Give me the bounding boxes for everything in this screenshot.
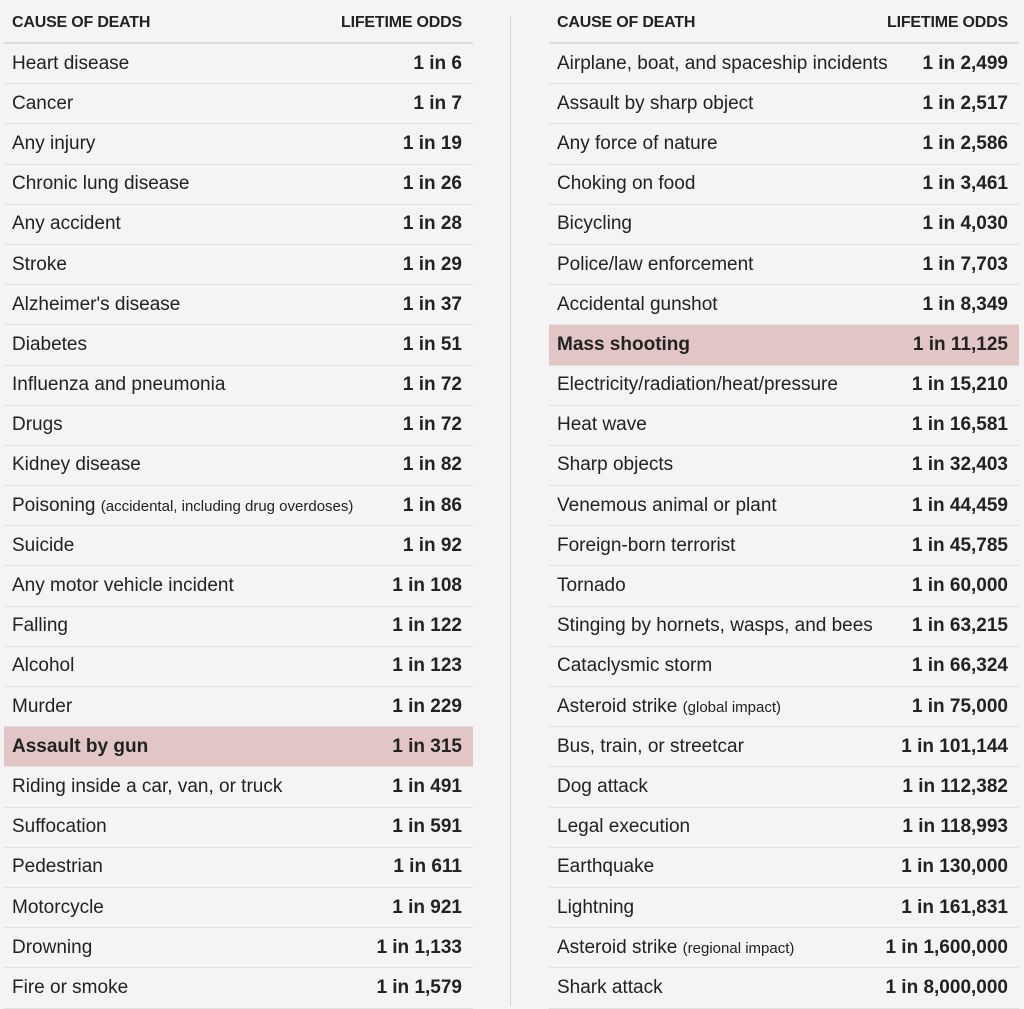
table-row (4, 165, 473, 205)
cause-cell (12, 414, 63, 436)
table-row (549, 848, 1019, 888)
table-row (549, 124, 1019, 164)
left-odds-table (4, 4, 473, 1009)
odds-cell: 1 in 82 (402, 454, 462, 476)
cause-cell (12, 213, 121, 235)
table-row (4, 486, 473, 526)
cause-label: Falling (12, 615, 68, 637)
cause-label: Any accident (12, 213, 121, 235)
table-row (4, 84, 473, 124)
odds-cell: 1 in 161,831 (901, 896, 1008, 918)
highlighted-table-row (4, 727, 473, 767)
odds-cell: 1 in 4,030 (922, 213, 1008, 235)
table-row (4, 767, 473, 807)
cause-cell (557, 615, 873, 637)
table-row (549, 767, 1019, 807)
table-row (549, 245, 1019, 285)
table-row (4, 245, 473, 285)
table-row (549, 888, 1019, 928)
table-row (4, 406, 473, 446)
odds-cell: 1 in 7,703 (922, 253, 1008, 275)
cause-label: Fire or smoke (12, 976, 129, 998)
cause-cell (12, 977, 128, 999)
cause-cell (12, 575, 234, 597)
odds-cell: 1 in 29 (402, 253, 462, 275)
cause-label: Sharp objects (557, 454, 674, 476)
cause-label: Pedestrian (12, 856, 103, 878)
cause-cell (12, 655, 74, 677)
cause-label: Electricity/radiation/heat/pressure (557, 374, 838, 396)
odds-cell: 1 in 591 (392, 816, 462, 838)
table-row (549, 446, 1019, 486)
table-row (549, 526, 1019, 566)
cause-cell (557, 173, 695, 195)
cause-note: (regional impact) (682, 939, 795, 957)
cause-label: Airplane, boat, and spaceship incidents (557, 52, 888, 74)
table-row (4, 928, 473, 968)
cause-label: Motorcycle (12, 896, 104, 918)
cause-cell (557, 655, 712, 677)
cause-cell (557, 937, 794, 959)
cause-cell (12, 495, 353, 517)
cause-cell (557, 213, 632, 235)
cause-label: Kidney disease (12, 454, 141, 476)
cause-label: Police/law enforcement (557, 253, 754, 275)
cause-label: Cancer (12, 92, 74, 114)
cause-cell (12, 173, 189, 195)
odds-column-header: LIFETIME ODDS (887, 14, 1008, 31)
table-row (4, 325, 473, 365)
table-row (4, 446, 473, 486)
highlighted-table-row (549, 325, 1019, 365)
cause-label: Diabetes (12, 333, 87, 355)
cause-label: Dog attack (557, 775, 648, 797)
cause-label: Any motor vehicle incident (12, 575, 234, 597)
cause-cell (12, 776, 282, 798)
odds-cell: 1 in 108 (392, 575, 462, 597)
cause-cell (12, 856, 103, 878)
table-row (4, 687, 473, 727)
cause-cell (557, 93, 753, 115)
cause-label: Suicide (12, 534, 75, 556)
odds-cell: 1 in 6 (413, 52, 462, 74)
cause-cell (12, 454, 141, 476)
table-row (549, 727, 1019, 767)
cause-label: Heart disease (12, 52, 130, 74)
column-divider (510, 16, 511, 1006)
table-row (4, 205, 473, 245)
cause-label: Riding inside a car, van, or truck (12, 775, 283, 797)
right-table-header (549, 4, 1019, 44)
table-row (549, 687, 1019, 727)
cause-cell (557, 977, 663, 999)
table-row (4, 647, 473, 687)
odds-cell: 1 in 229 (392, 695, 462, 717)
cause-label: Tornado (557, 575, 626, 597)
cause-label: Any injury (12, 132, 96, 154)
table-row (549, 607, 1019, 647)
table-row (549, 366, 1019, 406)
table-row (549, 44, 1019, 84)
cause-column-header: CAUSE OF DEATH (557, 14, 696, 31)
table-row (4, 526, 473, 566)
odds-cell: 1 in 8,349 (922, 293, 1008, 315)
cause-cell (12, 254, 67, 276)
odds-cell: 1 in 112,382 (902, 775, 1008, 797)
cause-label: Choking on food (557, 173, 696, 195)
odds-cell: 1 in 92 (402, 534, 462, 556)
cause-cell (557, 294, 718, 316)
cause-label: Accidental gunshot (557, 293, 718, 315)
cause-label: Stroke (12, 253, 67, 275)
cause-label: Stinging by hornets, wasps, and bees (557, 615, 873, 637)
odds-cell: 1 in 101,144 (901, 735, 1008, 757)
cause-cell (557, 696, 781, 718)
left-table-header (4, 4, 473, 44)
table-row (4, 366, 473, 406)
cause-cell (12, 937, 92, 959)
table-row (4, 848, 473, 888)
cause-label: Chronic lung disease (12, 173, 190, 195)
odds-cell: 1 in 60,000 (911, 575, 1008, 597)
cause-label: Alcohol (12, 655, 75, 677)
cause-label: Earthquake (557, 856, 655, 878)
cause-cell (12, 334, 87, 356)
odds-cell: 1 in 315 (392, 735, 462, 757)
left-table-body (4, 44, 473, 1009)
cause-cell (557, 454, 673, 476)
odds-cell: 1 in 118,993 (902, 816, 1008, 838)
cause-cell (12, 816, 107, 838)
cause-cell (12, 133, 95, 155)
right-odds-table (549, 4, 1019, 1009)
odds-cell: 1 in 1,600,000 (885, 936, 1008, 958)
table-row (549, 808, 1019, 848)
cause-note: (global impact) (682, 698, 782, 716)
odds-cell: 1 in 921 (392, 896, 462, 918)
cause-cell (12, 897, 104, 919)
cause-label: Mass shooting (557, 333, 691, 355)
odds-cell: 1 in 8,000,000 (885, 976, 1008, 998)
table-row (549, 486, 1019, 526)
table-row (4, 968, 473, 1008)
odds-cell: 1 in 86 (402, 494, 462, 516)
table-row (549, 84, 1019, 124)
cause-cell (12, 93, 73, 115)
odds-cell: 1 in 37 (402, 293, 462, 315)
odds-cell: 1 in 75,000 (911, 695, 1008, 717)
odds-cell: 1 in 123 (392, 655, 462, 677)
cause-label: Alzheimer's disease (12, 293, 181, 315)
table-row (549, 928, 1019, 968)
cause-cell (12, 736, 148, 758)
cause-cell (557, 414, 647, 436)
table-row (4, 607, 473, 647)
odds-column-header: LIFETIME ODDS (341, 14, 462, 31)
cause-label: Lightning (557, 896, 635, 918)
cause-column-header: CAUSE OF DEATH (12, 14, 151, 31)
odds-cell: 1 in 11,125 (912, 333, 1008, 355)
cause-label: Cataclysmic storm (557, 655, 713, 677)
odds-cell: 1 in 122 (392, 615, 462, 637)
odds-cell: 1 in 45,785 (911, 534, 1008, 556)
cause-label: Legal execution (557, 816, 691, 838)
cause-label: Venemous animal or plant (557, 494, 777, 516)
cause-cell (557, 334, 690, 356)
odds-cell: 1 in 2,586 (922, 132, 1008, 154)
cause-label: Heat wave (557, 414, 647, 436)
cause-cell (12, 696, 72, 718)
table-row (549, 566, 1019, 606)
table-row (4, 566, 473, 606)
cause-cell (557, 856, 654, 878)
odds-cell: 1 in 2,517 (922, 92, 1008, 114)
cause-label: Assault by gun (12, 735, 149, 757)
cause-cell (557, 495, 777, 517)
cause-cell (12, 53, 129, 75)
cause-label: Bicycling (557, 213, 632, 235)
cause-cell (557, 133, 718, 155)
odds-cell: 1 in 15,210 (911, 374, 1008, 396)
odds-cell: 1 in 51 (402, 333, 462, 355)
odds-cell: 1 in 26 (402, 173, 462, 195)
table-row (4, 285, 473, 325)
cause-label: Shark attack (557, 976, 663, 998)
table-row (549, 647, 1019, 687)
cause-label: Asteroid strike (557, 936, 678, 958)
odds-cell: 1 in 72 (402, 414, 462, 436)
odds-cell: 1 in 1,133 (376, 936, 462, 958)
odds-cell: 1 in 28 (402, 213, 462, 235)
right-table-body (549, 44, 1019, 1009)
cause-label: Poisoning (12, 494, 96, 516)
cause-label: Asteroid strike (557, 695, 678, 717)
cause-label: Bus, train, or streetcar (557, 735, 744, 757)
odds-cell: 1 in 2,499 (922, 52, 1008, 74)
cause-label: Suffocation (12, 816, 107, 838)
table-row (4, 808, 473, 848)
odds-cell: 1 in 72 (402, 374, 462, 396)
odds-cell: 1 in 491 (392, 775, 462, 797)
odds-cell: 1 in 16,581 (911, 414, 1008, 436)
cause-label: Drugs (12, 414, 63, 436)
cause-label: Any force of nature (557, 132, 718, 154)
cause-cell (557, 53, 888, 75)
cause-note: (accidental, including drug overdoses) (100, 497, 354, 515)
odds-cell: 1 in 32,403 (911, 454, 1008, 476)
table-row (549, 285, 1019, 325)
table-row (4, 44, 473, 84)
table-row (4, 124, 473, 164)
cause-cell (12, 615, 68, 637)
cause-label: Assault by sharp object (557, 92, 754, 114)
cause-label: Drowning (12, 936, 93, 958)
table-row (549, 165, 1019, 205)
cause-cell (12, 535, 74, 557)
table-row (549, 406, 1019, 446)
odds-cell: 1 in 1,579 (376, 976, 462, 998)
cause-cell (557, 736, 744, 758)
odds-cell: 1 in 63,215 (911, 615, 1008, 637)
cause-cell (557, 897, 634, 919)
table-row (549, 205, 1019, 245)
cause-cell (557, 535, 735, 557)
cause-cell (557, 374, 838, 396)
cause-cell (557, 776, 648, 798)
odds-cell: 1 in 611 (393, 856, 462, 878)
table-row (549, 968, 1019, 1008)
odds-cell: 1 in 7 (413, 92, 462, 114)
cause-label: Foreign-born terrorist (557, 534, 736, 556)
cause-label: Influenza and pneumonia (12, 374, 226, 396)
odds-cell: 1 in 66,324 (911, 655, 1008, 677)
cause-cell (12, 294, 180, 316)
odds-cell: 1 in 130,000 (901, 856, 1008, 878)
odds-cell: 1 in 19 (402, 132, 462, 154)
odds-cell: 1 in 44,459 (911, 494, 1008, 516)
cause-cell (557, 575, 626, 597)
cause-cell (12, 374, 225, 396)
odds-cell: 1 in 3,461 (922, 173, 1008, 195)
cause-cell (557, 254, 753, 276)
cause-cell (557, 816, 690, 838)
cause-label: Murder (12, 695, 73, 717)
table-row (4, 888, 473, 928)
